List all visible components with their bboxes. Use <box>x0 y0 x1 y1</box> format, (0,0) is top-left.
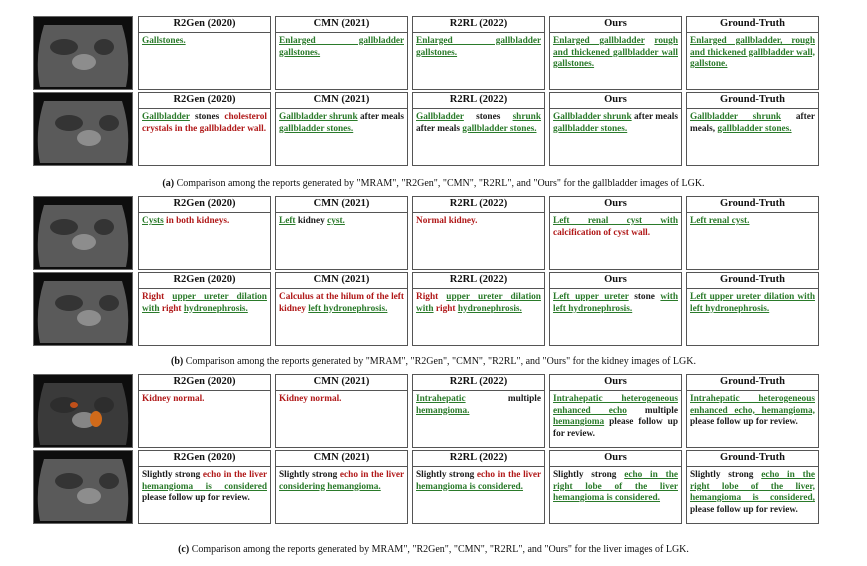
panel-caption <box>0 178 867 190</box>
thumbnail <box>33 374 133 448</box>
report-segment-correct: Intrahepatic heterogeneous enhanced echo <box>553 394 678 416</box>
comparison-row <box>33 450 820 526</box>
method-header: CMN (2021) <box>276 451 407 467</box>
report-segment-plain: please follow up for review. <box>142 493 250 503</box>
report-segment-plain: stones <box>463 112 513 122</box>
report-segment-correct: Enlarged gallbladder <box>279 36 404 46</box>
report-segment-plain: multiple <box>465 394 541 404</box>
method-header: Ground-Truth <box>687 93 818 109</box>
caption-label: (a) <box>162 178 175 189</box>
method-header: Ground-Truth <box>687 273 818 289</box>
method-header: Ours <box>550 93 681 109</box>
report-text <box>687 391 818 429</box>
report-text <box>276 289 407 315</box>
report-segment-plain: after meals <box>357 112 405 122</box>
report-segment-wrong: right <box>159 303 184 314</box>
caption-label: (b) <box>171 356 184 367</box>
report-segment-correct: gallstones. <box>416 47 458 58</box>
report-segment-correct: Gallbladder shrunk <box>553 112 632 122</box>
report-segment-correct: Left renal cyst. <box>690 216 750 226</box>
report-cell <box>138 92 271 166</box>
method-header: R2Gen (2020) <box>139 451 270 467</box>
report-cell <box>549 196 682 270</box>
report-cell <box>686 450 819 524</box>
report-segment-correct: Cysts <box>142 216 164 226</box>
report-text <box>413 289 544 315</box>
report-text <box>413 33 544 59</box>
comparison-row <box>33 16 820 92</box>
method-header: Ground-Truth <box>687 451 818 467</box>
report-cell <box>138 450 271 524</box>
report-segment-correct: considering hemangioma. <box>279 481 381 492</box>
comparison-row <box>33 196 820 272</box>
method-header: R2Gen (2020) <box>139 273 270 289</box>
method-header: CMN (2021) <box>276 273 407 289</box>
report-segment-plain: Slightly strong <box>553 470 625 480</box>
method-header: CMN (2021) <box>276 197 407 213</box>
report-segment-wrong: cholesterol crystals in the gallbladder wall. <box>142 112 267 134</box>
report-segment-plain: stones <box>189 112 225 122</box>
method-header: Ours <box>550 375 681 391</box>
report-segment-correct: Gallstones. <box>142 36 186 46</box>
report-segment-plain: after meals <box>416 123 463 134</box>
report-segment-correct: Gallbladder <box>142 112 190 122</box>
report-segment-plain: after meals, <box>690 112 816 134</box>
report-segment-correct: gallstones. <box>279 47 321 58</box>
report-segment-correct: left hydronephrosis. <box>308 303 388 314</box>
report-segment-correct: with left hydronephrosis. <box>553 292 678 314</box>
report-segment-correct: Left upper ureter dilation with left hydronephrosis. <box>690 292 815 314</box>
report-cell <box>138 374 271 448</box>
report-text <box>413 109 544 135</box>
caption-text: Comparison among the reports generated by "MRAM", "R2Gen", "CMN", "R2RL", and "Ours" for the gallbladder images of LGK. <box>176 178 705 189</box>
method-header: Ours <box>550 273 681 289</box>
method-header: R2Gen (2020) <box>139 197 270 213</box>
report-cell <box>138 16 271 90</box>
report-text <box>550 109 681 135</box>
report-segment-plain: Slightly strong <box>279 470 340 480</box>
report-cell <box>686 92 819 166</box>
method-header: Ground-Truth <box>687 17 818 33</box>
report-segment-wrong: echo in the liver <box>339 470 404 480</box>
report-segment-correct: Enlarged gallbladder <box>416 36 541 46</box>
report-segment-correct: gallbladder stones. <box>553 123 628 134</box>
report-cell <box>138 196 271 270</box>
method-header: R2RL (2022) <box>413 17 544 33</box>
method-header: R2RL (2022) <box>413 375 544 391</box>
report-segment-correct: Gallbladder <box>416 112 464 122</box>
report-segment-wrong: Right <box>416 292 447 302</box>
report-cell <box>412 16 545 90</box>
report-text <box>139 467 270 505</box>
report-segment-plain: please follow up for review. <box>553 417 678 439</box>
report-text <box>276 109 407 135</box>
report-segment-plain: Slightly strong <box>142 470 203 480</box>
report-segment-plain <box>645 36 655 46</box>
report-cell <box>275 450 408 524</box>
report-cell <box>275 374 408 448</box>
ultrasound-image <box>34 197 132 269</box>
thumbnail <box>33 450 133 524</box>
method-header: R2RL (2022) <box>413 451 544 467</box>
comparison-row <box>33 92 820 168</box>
report-cell <box>412 450 545 524</box>
report-segment-wrong: Kidney normal. <box>142 394 205 404</box>
report-segment-correct: Gallbladder shrunk <box>279 112 358 122</box>
report-cell <box>412 272 545 346</box>
report-segment-correct: shrunk <box>512 112 541 122</box>
method-header: CMN (2021) <box>276 375 407 391</box>
method-header: Ours <box>550 451 681 467</box>
report-segment-correct: upper ureter dilation with <box>142 292 267 314</box>
method-header: Ours <box>550 17 681 33</box>
report-cell <box>549 92 682 166</box>
ultrasound-image <box>34 375 132 447</box>
report-text <box>139 33 270 48</box>
caption-text: Comparison among the reports generated by "MRAM", "R2Gen", "CMN", "R2RL", and "Ours" for the kidney images of LGK. <box>185 356 696 367</box>
report-segment-correct: gallbladder stones. <box>279 123 354 134</box>
thumbnail <box>33 16 133 90</box>
report-cell <box>412 374 545 448</box>
ultrasound-image <box>34 93 132 165</box>
report-text <box>413 467 544 493</box>
report-cell <box>686 374 819 448</box>
report-segment-plain: stone <box>628 292 661 302</box>
report-segment-wrong: in both kidneys. <box>163 216 230 226</box>
report-segment-correct: hydronephrosis. <box>457 303 522 314</box>
report-segment-correct: Left upper ureter <box>553 292 629 302</box>
report-segment-correct: Enlarged gallbladder <box>553 36 645 46</box>
panel-caption <box>0 356 867 368</box>
report-segment-correct: hemangioma is considered <box>142 481 267 492</box>
method-header: R2RL (2022) <box>413 273 544 289</box>
report-segment-correct: hemangioma <box>553 417 605 427</box>
report-segment-wrong: Kidney normal. <box>279 394 342 404</box>
report-segment-correct: rough and thickened gallbladder wall <box>553 36 679 58</box>
report-text <box>687 213 818 228</box>
ultrasound-image <box>34 273 132 345</box>
ultrasound-image <box>34 451 132 523</box>
report-segment-plain: after meals <box>631 112 679 122</box>
method-header: Ground-Truth <box>687 375 818 391</box>
report-segment-correct: hemangioma. <box>416 405 470 416</box>
report-text <box>687 109 818 135</box>
thumbnail <box>33 196 133 270</box>
report-text <box>139 391 270 406</box>
report-segment-correct: Intrahepatic <box>416 394 466 404</box>
report-segment-correct: hydronephrosis. <box>183 303 248 314</box>
report-cell <box>549 374 682 448</box>
report-segment-correct: echo in the right lobe of the liver hemangioma is considered. <box>553 470 678 503</box>
method-header: R2RL (2022) <box>413 93 544 109</box>
report-cell <box>412 196 545 270</box>
report-segment-plain: please follow up for review. <box>690 417 798 427</box>
report-cell <box>686 196 819 270</box>
method-header: R2Gen (2020) <box>139 375 270 391</box>
ultrasound-image <box>34 17 132 89</box>
report-segment-wrong: Calculus at the hilum of the left kidney <box>279 292 404 314</box>
report-segment-correct: hemangioma is considered. <box>416 481 524 492</box>
report-cell <box>275 196 408 270</box>
report-cell <box>549 450 682 524</box>
report-text <box>687 289 818 315</box>
report-text <box>139 213 270 228</box>
report-segment-correct: Enlarged gallbladder, rough and thickened gallbladder wall, gallstone. <box>690 36 815 69</box>
report-cell <box>686 16 819 90</box>
report-segment-plain: Slightly strong <box>416 470 477 480</box>
method-header: R2RL (2022) <box>413 197 544 213</box>
report-segment-wrong: Right <box>142 292 173 302</box>
report-text <box>139 109 270 135</box>
report-segment-plain: kidney <box>295 216 328 226</box>
comparison-row <box>33 272 820 348</box>
report-segment-wrong: echo in the liver <box>476 470 541 480</box>
report-text <box>550 213 681 239</box>
report-segment-wrong: right <box>433 303 458 314</box>
report-cell <box>138 272 271 346</box>
report-cell <box>275 272 408 346</box>
report-text <box>687 467 818 516</box>
report-segment-plain: multiple <box>626 405 678 416</box>
report-text <box>550 289 681 315</box>
comparison-row <box>33 374 820 450</box>
report-text <box>550 467 681 505</box>
report-segment-correct: Intrahepatic heterogeneous enhanced echo, hemangioma, <box>690 394 815 416</box>
report-cell <box>275 92 408 166</box>
report-text <box>139 289 270 315</box>
report-segment-correct: Left renal cyst with <box>553 216 678 226</box>
panel-caption <box>0 544 867 556</box>
report-segment-correct: gallbladder stones. <box>462 123 537 134</box>
report-segment-correct: gallbladder stones. <box>717 123 792 134</box>
report-segment-plain: please follow up for review. <box>690 504 798 515</box>
report-text <box>276 391 407 406</box>
method-header: Ground-Truth <box>687 197 818 213</box>
report-cell <box>549 16 682 90</box>
report-cell <box>549 272 682 346</box>
report-text <box>413 391 544 417</box>
report-segment-correct: echo in the right lobe of the liver, hemangioma is considered, <box>690 470 815 503</box>
report-segment-correct: cyst. <box>327 216 345 226</box>
report-text <box>550 391 681 440</box>
report-cell <box>275 16 408 90</box>
report-cell <box>686 272 819 346</box>
report-cell <box>412 92 545 166</box>
report-segment-correct: gallstones. <box>553 59 595 69</box>
report-segment-correct: Left <box>279 216 296 226</box>
report-segment-plain: Slightly strong <box>690 470 762 480</box>
caption-text: Comparison among the reports generated by MRAM", "R2Gen", "CMN", "R2RL", and "Ours" for the liver images of LGK. <box>191 544 689 555</box>
thumbnail <box>33 272 133 346</box>
method-header: R2Gen (2020) <box>139 17 270 33</box>
report-segment-wrong: echo in the liver <box>202 470 267 480</box>
report-segment-wrong: calcification of cyst wall. <box>553 227 651 238</box>
caption-label: (c) <box>178 544 190 555</box>
report-text <box>276 467 407 493</box>
report-segment-wrong: Normal kidney. <box>416 216 478 226</box>
report-segment-correct: upper ureter dilation with <box>416 292 541 314</box>
report-text <box>550 33 681 71</box>
method-header: CMN (2021) <box>276 17 407 33</box>
report-text <box>413 213 544 228</box>
method-header: R2Gen (2020) <box>139 93 270 109</box>
report-text <box>276 33 407 59</box>
report-segment-correct: Gallbladder shrunk <box>690 112 782 122</box>
thumbnail <box>33 92 133 166</box>
method-header: Ours <box>550 197 681 213</box>
report-text <box>687 33 818 71</box>
report-text <box>276 213 407 228</box>
method-header: CMN (2021) <box>276 93 407 109</box>
